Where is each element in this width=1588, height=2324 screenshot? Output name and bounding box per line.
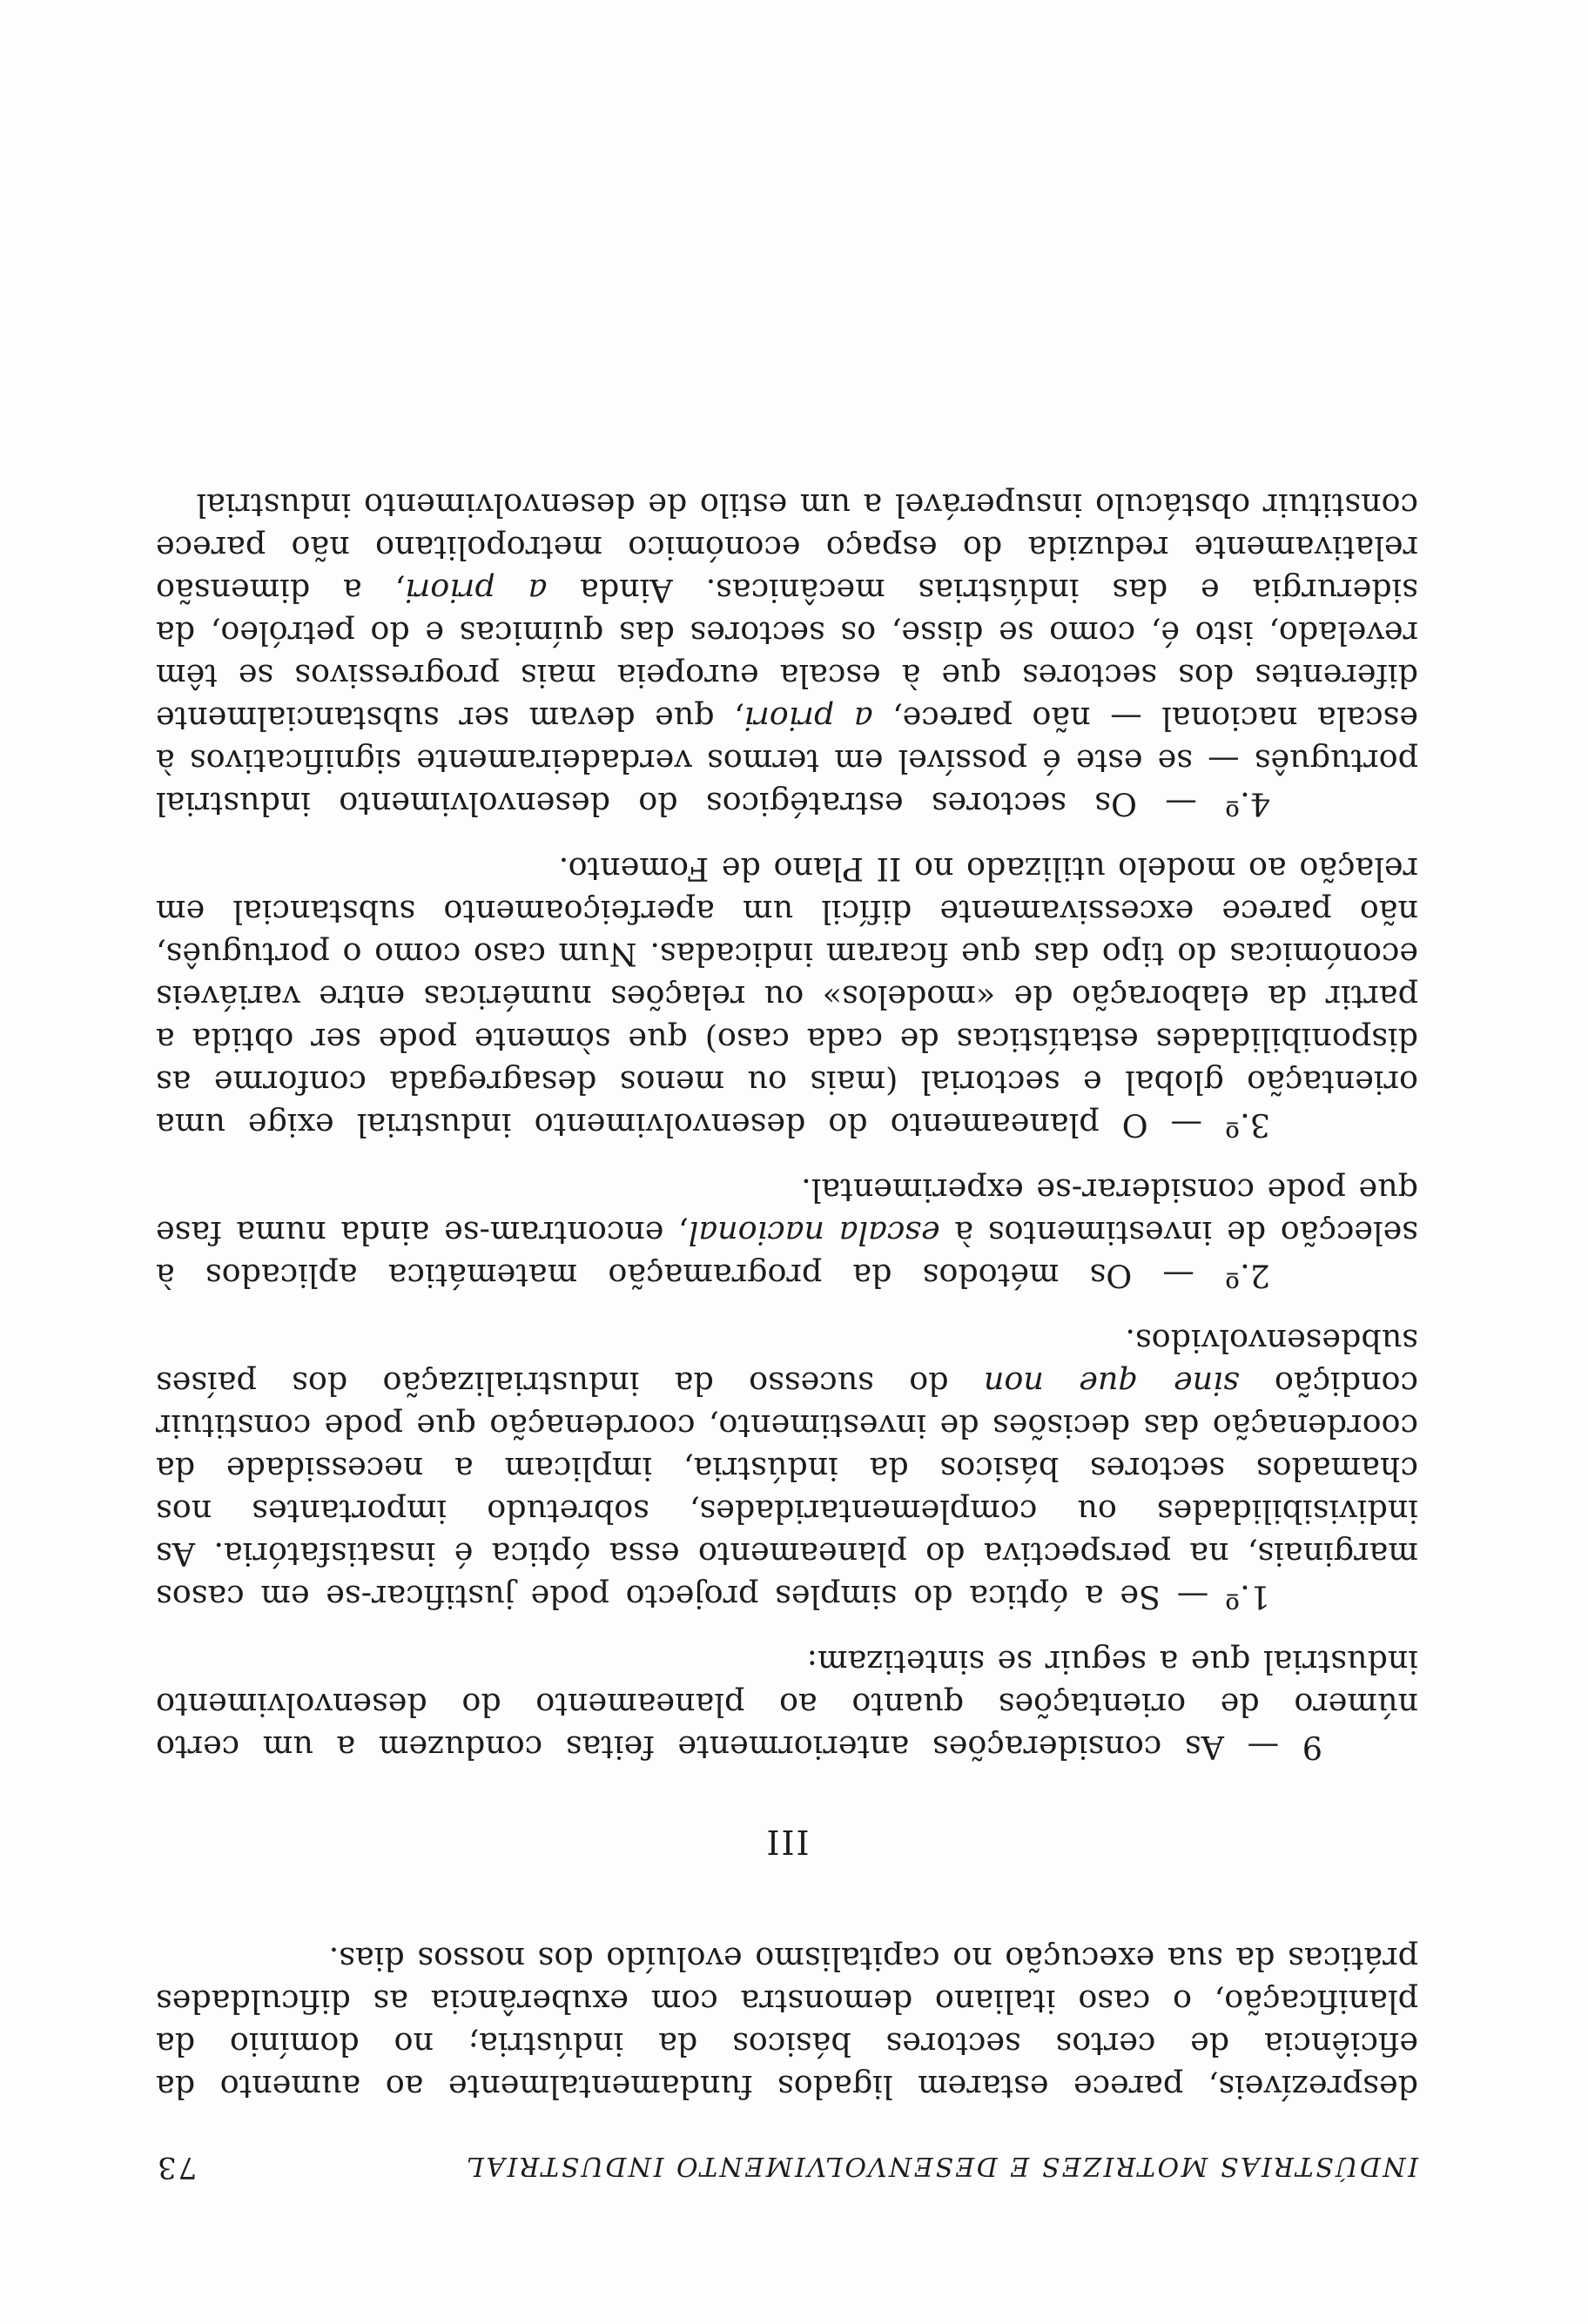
- running-header: [156, 2150, 1418, 2185]
- list-item-4-text-end: , a dimensão relativamente reduzida do espaço económico metropolitano não parece constituir obstáculo insuperável a um estilo de desenvolvimento industrial: [156, 487, 1418, 609]
- opening-paragraph: desprezíveis, parece estarem ligados fundamentalmente ao aumento da eficiência de certos sectores básicos da indústria; no domínio da planificação, o caso italiano demonstra com exuberância as dificuldades práticas da sua execução no capitalismo evoluído dos nossos dias.: [156, 1940, 1418, 2106]
- list-item-4-text: 4.º — Os sectores estratégicos do desenvolvimento industrial português — se este é possível em termos verdadeiramente significativos à escala nacional — não parece,: [156, 700, 1418, 823]
- list-item-4-emphasis-2: a priori: [405, 572, 548, 609]
- list-item-2-text: 2.º — Os métodos da programação matemática aplicados à selecção de investimentos à: [156, 1214, 1418, 1294]
- list-item-4-emphasis: a priori: [744, 700, 873, 737]
- running-title: INDÚSTRIAS MOTRIZES E DESENVOLVIMENTO INDUSTRIAL: [464, 2151, 1418, 2181]
- list-item-1-text-end: do sucesso da industrialização dos países subdesenvolvidos.: [156, 1322, 1418, 1402]
- text-block: [156, 484, 1418, 2185]
- list-item-1: [156, 1320, 1418, 1618]
- list-item-2: [156, 1169, 1418, 1297]
- section-intro-paragraph: 9 — As considerações anteriormente feitas conduzem a um certo número de orientações quanto ao planeamento do desenvolvimento industrial que a seguir se sintetizam:: [156, 1643, 1418, 1766]
- list-item-4: [156, 484, 1418, 825]
- list-item-2-emphasis: escala nacional: [688, 1214, 940, 1252]
- page-number: 73: [156, 2150, 198, 2185]
- list-item-2-text-end: , encontram-se ainda numa fase que pode considerar-se experimental.: [156, 1172, 1418, 1252]
- list-item-3: 3.º — O planeamento do desenvolvimento industrial exige uma orientação global e sectorial (mais ou menos desagregada conforme as disponibilidades estatísticas de cada caso) que sòmente pode ser obtida a partir da elaboração de «modelos» ou relações numéricas entre variáveis económicas do tipo das que ficaram indicadas. Num caso como o português, não parece excessivamente difícil um aperfeiçoamento substancial em relação ao modelo utilizado no II Plano de Fomento.: [156, 850, 1418, 1144]
- list-item-1-text: 1.º — Se a óptica do simples projecto pode justificar-se em casos marginais, na perspectiva do planeamento essa óptica é insatisfatória. As indivisibilidades ou complementaridades, sobretudo importantes nos chamados sectores básicos da indústria, implicam a necessidade da coordenação das decisões de investimento, coordenação que pode constituir condição: [156, 1365, 1418, 1615]
- list-item-1-emphasis: sine que non: [983, 1365, 1240, 1402]
- section-heading: III: [764, 1823, 810, 1861]
- list-item-4-text-mid: , que devam ser substancialmente diferentes dos sectores que à escala europeia mais progressivos se têm revelado, isto é, como se disse, os sectores das químicas e do petróleo, da siderurgia e das indústrias mecânicas. Ainda: [155, 572, 1418, 737]
